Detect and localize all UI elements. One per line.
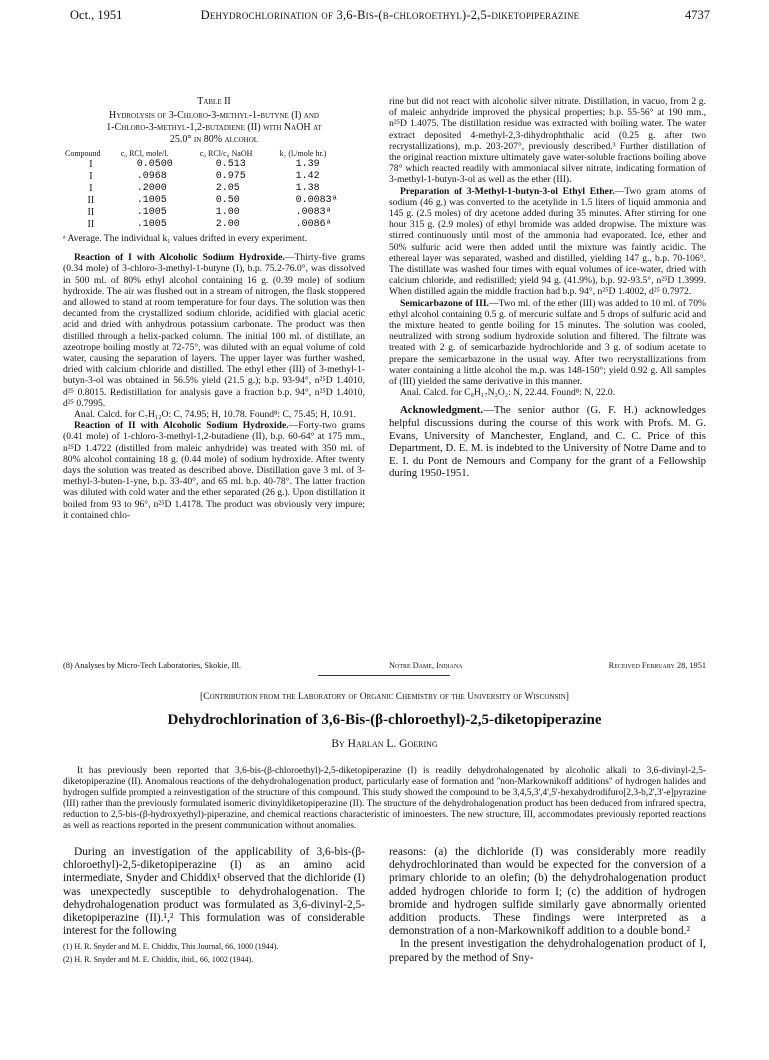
- place: Notre Dame, Indiana: [389, 661, 463, 670]
- header-title: Dehydrochlorination of 3,6-Bis-(β-chloroethyl)-2,5-diketopiperazine: [200, 8, 580, 22]
- data-table: [63, 148, 365, 231]
- table-number: Table II: [197, 96, 231, 107]
- table-cell: 1.38: [295, 183, 320, 194]
- right-column: [389, 96, 706, 480]
- table-cell: II: [87, 219, 95, 230]
- table-cell: 2.05: [215, 183, 240, 194]
- footnote-2: (2) H. R. Snyder and M. E. Chiddix, ibid., 66, 1002 (1944).: [63, 954, 254, 964]
- table-cell: 2.00: [215, 219, 240, 230]
- affiliation-line: [389, 661, 706, 670]
- table-cell: 0.50: [215, 195, 240, 206]
- table-cell: 0.513: [215, 159, 246, 170]
- table-header-cell: c₀ RCl/c₀ NaOH: [199, 149, 253, 158]
- table-cell: .2000: [136, 183, 167, 194]
- table-cell: 1.00: [215, 207, 240, 218]
- section-heading: Semicarbazone of III.: [400, 297, 489, 309]
- running-header: [70, 8, 710, 30]
- table-cell: 0.0083ᵃ: [295, 195, 338, 206]
- table-cell: I: [89, 183, 93, 194]
- table-row: [63, 159, 365, 171]
- paragraph-text: —Two gram atoms of sodium (46 g.) was converted to the acetylide in 1.5 liters of liquid ammonia and 145 g. (2.5 moles) of dry acetone added during 35 minutes. After stirring for one hour 315 g. (2.9 moles) of ethyl bromide was added dropwise. The mixture was stirred continuously until most of the ammonia had evaporated. Ice, ether and 50% sulfuric acid were then added until the mixture was faintly acidic. The ethereal layer was separated, washed and distilled, yielding 147 g., b.p. 70-106°. The distillate was washed four times with equal volumes of ice-water, dried with calcium chloride, and redistilled; yield 94 g. (41.9%), b.p. 92-93.5°, n²⁵D 1.3999. When distilled again the middle fraction had b.p. 94°, n²⁵D 1.4002, d²⁵ 0.7972.: [389, 185, 706, 298]
- paragraph: rine but did not react with alcoholic silver nitrate. Distillation, in vacuo, from 2 g. of maleic anhydride improved the physical properties; b.p. 55-56° at 190 mm., n²⁵D 1.4075. The distillation residue was extracted with boiling water. The water extract deposited 4-methyl-2,3-dihydrophthalic acid (0.25 g. after two recrystallizations), m.p. 203-207°, previously described.³ Further distillation of the original reaction mixture ultimately gave water-soluble fractions boiling above 78° which reacted readily with ammoniacal silver nitrate, indicating formation of 3-methyl-1-butyn-3-ol as well as the ether (III).: [389, 96, 706, 186]
- table-header-cell: k₁ (l./mole hr.): [279, 149, 327, 158]
- section-divider: [318, 675, 450, 676]
- table-cell: .1005: [136, 195, 167, 206]
- analysis-paragraph: Anal. Calcd. for C₇H₁₂O: C, 74.95; H, 10.78. Found⁸: C, 75.45; H, 10.91.: [74, 409, 356, 421]
- paragraph: reasons: (a) the dichloride (I) was considerably more readily dehydrochlorinated than would be expected for the conversion of a primary chloride to an olefin; (b) the dehydrohalogenation product added hydrogen chloride to form I; (c) the addition of hydrogen bromide and hydrogen sulfide similarly gave abnormally oriented addition products. These findings were interpreted as a demonstration of a non-Markownikoff addition to a double bond.²: [389, 846, 706, 938]
- table-header-cell: c₀ RCl, mole/l.: [120, 149, 169, 158]
- table-caption-line-2: 1-Chloro-3-methyl-1,2-butadiene (II) with NaOH at: [106, 122, 322, 133]
- section-heading: Reaction of I with Alcoholic Sodium Hydroxide.: [74, 252, 285, 264]
- table-row: [63, 207, 365, 219]
- acknowledgment: [389, 404, 706, 480]
- body-left-column: [63, 846, 365, 964]
- paragraph: In the present investigation the dehydrohalogenation product of I, prepared by the method of Sny-: [389, 938, 706, 964]
- table-cell: I: [89, 159, 93, 170]
- abstract: [63, 766, 706, 832]
- table-cell: .0968: [136, 171, 167, 182]
- table-cell: 1.42: [295, 171, 320, 182]
- table-footnote: ᵃ Average. The individual k₁ values drifted in every experiment.: [63, 233, 308, 244]
- table-cell: 0.0500: [136, 159, 173, 170]
- paragraph: [389, 186, 706, 298]
- received-date: Received February 28, 1951: [608, 661, 706, 670]
- table-row: [63, 183, 365, 195]
- table-caption-line-1: Hydrolysis of 3-Chloro-3-methyl-1-butyne (I) and: [109, 110, 319, 121]
- paragraph: [63, 252, 365, 409]
- table-cell: .1005: [136, 219, 167, 230]
- left-column: [63, 96, 365, 521]
- table-header-cell: Compound: [65, 149, 101, 158]
- table-caption: [63, 96, 365, 146]
- header-date: Oct., 1951: [70, 8, 123, 22]
- analysis-paragraph: Anal. Calcd. for C₈H₁₇N₃O₂: N, 22.44. Found⁸: N, 22.0.: [400, 387, 616, 399]
- paragraph-text: —Thirty-five grams (0.34 mole) of 3-chloro-3-methyl-1-butyne (I), b.p. 75.2-76.0°, was dissolved in 500 ml. of 80% ethyl alcohol containing 16 g. (0.39 mole) of sodium hydroxide. The air was flushed out in a stream of nitrogen, the flask stoppered and allowed to stand at room temperature for four days. The solution was then decanted from the crystallized sodium chloride, acidified with glacial acetic acid and dried with anhydrous potassium carbonate. The product was then distilled through a helix-packed column. The initial 100 ml. of distillate, an azeotrope boiling mostly at 72-75°, was diluted with an equal volume of cold water, causing the separation of layers. The upper layer was further washed, dried with calcium chloride and distilled. The ethyl ether (III) of 3-methyl-1-butyn-3-ol was obtained in 56.5% yield (21.5 g.); b.p. 93-94°, n²⁵D 1.4010, d²⁵ 0.8015. Redistillation for analysis gave a fraction b.p. 94°, n²⁵D 1.4010, d²⁵ 0.7995.: [63, 252, 365, 409]
- header-page-number: 4737: [685, 8, 710, 22]
- paragraph-text: —The senior author (G. F. H.) acknowledges helpful discussions during the course of this work with Profs. M. G. Evans, University of Manchester, England, and C. C. Price of this Department, D. E. M. is indebted to the University of Notre Dame and to E. I. du Pont de Nemours and Company for the grant of a Fellowship during 1950-1951.: [389, 404, 706, 480]
- footnote-8: (8) Analyses by Micro-Tech Laboratories, Skokie, Ill.: [63, 661, 241, 670]
- table-cell: .1005: [136, 207, 167, 218]
- footnote-1: (1) H. R. Snyder and M. E. Chiddix, This Journal, 66, 1000 (1944).: [63, 942, 279, 952]
- paragraph: [63, 420, 365, 521]
- paragraph: During an investigation of the applicability of 3,6-bis-(β-chloroethyl)-2,5-diketopiperazine (I) as an amino acid intermediate, Snyder and Chiddix¹ observed that the dichloride (I) was unexpectedly susceptible to dehydrohalogenation. The dehydrohalogenation product was formulated as 3,6-divinyl-2,5-diketopiperazine (II).¹,² This formulation was of considerable interest for the following: [63, 846, 365, 938]
- section-heading: Acknowledgment.: [400, 404, 484, 417]
- section-heading: Reaction of II with Alcoholic Sodium Hydroxide.: [74, 420, 289, 432]
- paragraph: [389, 298, 706, 388]
- table-row: [63, 219, 365, 231]
- author-line: By Harlan L. Goering: [331, 738, 438, 750]
- table-row: [63, 171, 365, 183]
- table-cell: II: [87, 195, 95, 206]
- table-cell: 0.975: [215, 171, 246, 182]
- body-right-column: [389, 846, 706, 965]
- paragraph-text: —Two ml. of the ether (III) was added to 10 ml. of 70% ethyl alcohol containing 0.5 g. of mercuric sulfate and 5 drops of sulfuric acid and the mixture heated to gentle boiling for 15 minutes. The solution was cooled, neutralized with strong sodium hydroxide solution and filtered. The filtrate was treated with 2 g. of semicarbazide hydrochloride and 3 g. of sodium acetate to prepare the semicarbazone in the usual way. After two recrystallizations from water containing a little alcohol the m.p. was 148-150°; yield 0.92 g. All samples of (III) yielded the same derivative in this manner.: [389, 297, 706, 388]
- table-caption-line-3: 25.0° in 80% alcohol: [169, 134, 259, 145]
- table-cell: II: [87, 207, 95, 218]
- paragraph-text: —Forty-two grams (0.41 mole) of 1-chloro-3-methyl-1,2-butadiene (II), b.p. 60-64° at 175 mm., n²⁵D 1.4722 (distilled from maleic anhydride) was treated with 350 ml. of 80% alcohol containing 18 g. (0.44 mole) of sodium hydroxide. After twenty days the solution was treated as described above. Distillation gave 3 ml. of 3-methyl-3-buten-1-yne, b.p. 33-40°, and 65 ml. b.p. 40-78°. The latter fraction was diluted with cold water and the ether separated (26 g.). Upon distillation it boiled from 93 to 96°, n²⁵D 1.4178. The product was obviously very impure; it contained chlo-: [63, 420, 365, 521]
- table-cell: .0086ᵃ: [295, 219, 332, 230]
- table-row: [63, 195, 365, 207]
- abstract-text: It has previously been reported that 3,6-bis-(β-chloroethyl)-2,5-diketopiperazine (I) is readily dehydrohalogenated by alcoholic alkali to 3,6-divinyl-2,5-diketopiperazine (II). Anomalous reactions of the dehydrohalogenation product, particularly ease of formation and "non-Markownikoff additions" of hydrogen halides and hydrogen sulfide prompted a reinvestigation of the structure of this compound. This study showed the compound to be 3,4,5,3',4',5'-hexahydrodifuro[2,3-b,2',3'-e]pyrazine (III) rather than the previously formulated isomeric divinyldiketopiperazine (II). The structure of the dehydrohalogenation product has been deduced from infrared spectra, reduction to 2,5-bis-(β-hydroxyethyl)-piperazine, and chemical reactions characteristic of iminoesters. The new structure, III, accommodates previously reported reactions as well as reactions reported in the present communication without anomalies.: [63, 766, 706, 831]
- article-title: Dehydrochlorination of 3,6-Bis-(β-chloroethyl)-2,5-diketopiperazine: [167, 712, 602, 728]
- table-cell: .0083ᵃ: [295, 207, 332, 218]
- contribution-line: [Contribution from the Laboratory of Organic Chemistry of the University of Wisconsin]: [200, 692, 569, 702]
- section-heading: Preparation of 3-Methyl-1-butyn-3-ol Ethyl Ether.: [400, 185, 615, 197]
- table-cell: I: [89, 171, 93, 182]
- table-cell: 1.39: [295, 159, 320, 170]
